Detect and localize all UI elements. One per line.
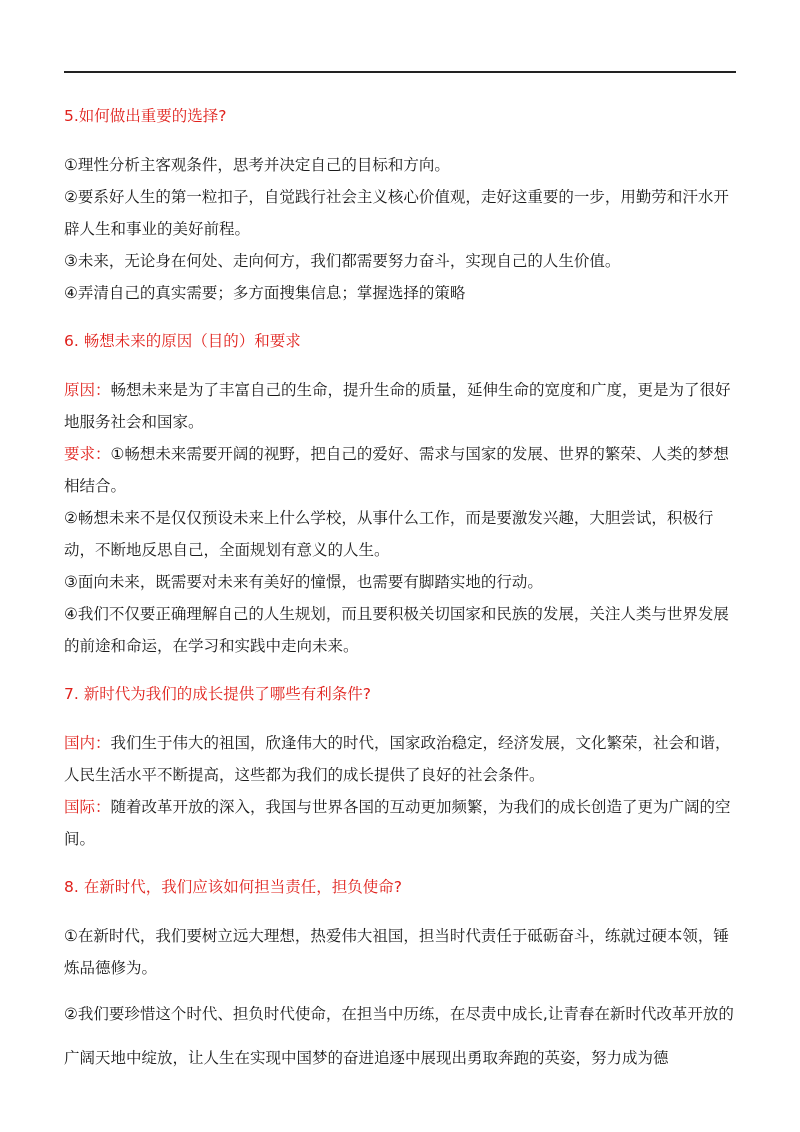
document-body [64, 104, 736, 1080]
requirement-text: ①畅想未来需要开阔的视野，把自己的爱好、需求与国家的发展、世界的繁荣、人类的梦想相结合。 [64, 445, 729, 495]
international-label: 国际： [64, 798, 111, 816]
section-5-item-2: ②要系好人生的第一粒扣子，自觉践行社会主义核心价值观，走好这重要的一步，用勤劳和汗水开辟人生和事业的美好前程。 [64, 188, 729, 238]
section-6-reason [64, 374, 736, 438]
section-6-item-3: ③面向未来，既需要对未来有美好的憧憬，也需要有脚踏实地的行动。 [64, 573, 543, 591]
section-7-heading: 7. 新时代为我们的成长提供了哪些有利条件? [64, 685, 371, 703]
section-7-international [64, 791, 736, 855]
section-6-item-4: ④我们不仅要正确理解自己的人生规划，而且要积极关切国家和民族的发展，关注人类与世界发展的前途和命运，在学习和实践中走向未来。 [64, 605, 729, 655]
section-5-heading: 5.如何做出重要的选择? [64, 107, 227, 125]
section-5-item-1: ①理性分析主客观条件，思考并决定自己的目标和方向。 [64, 156, 450, 174]
section-6-requirement [64, 438, 736, 502]
section-8-item-2: ②我们要珍惜这个时代、担负时代使命，在担当中历练，在尽责中成长,让青春在新时代改革开放的广阔天地中绽放，让人生在实现中国梦的奋进追逐中展现出勇取奔跑的英姿，努力成为德 [64, 1005, 734, 1067]
section-7-domestic [64, 727, 736, 791]
section-8-item-1: ①在新时代，我们要树立远大理想，热爱伟大祖国，担当时代责任于砥砺奋斗，练就过硬本领，锤炼品德修为。 [64, 927, 729, 977]
requirement-label: 要求： [64, 445, 111, 463]
section-6-item-2: ②畅想未来不是仅仅预设未来上什么学校，从事什么工作，而是要激发兴趣，大胆尝试，积极行动，不断地反思自己，全面规划有意义的人生。 [64, 509, 714, 559]
domestic-text: 我们生于伟大的祖国，欣逢伟大的时代，国家政治稳定，经济发展，文化繁荣，社会和谐，人民生活水平不断提高，这些都为我们的成长提供了良好的社会条件。 [64, 734, 731, 784]
header-rule [64, 71, 736, 73]
section-6-heading: 6. 畅想未来的原因（目的）和要求 [64, 332, 301, 350]
section-5-item-3: ③未来，无论身在何处、走向何方，我们都需要努力奋斗，实现自己的人生价值。 [64, 252, 621, 270]
domestic-label: 国内： [64, 734, 111, 752]
international-text: 随着改革开放的深入，我国与世界各国的互动更加频繁，为我们的成长创造了更为广阔的空间。 [64, 798, 731, 848]
section-5-item-4: ④弄清自己的真实需要；多方面搜集信息；掌握选择的策略 [64, 284, 466, 302]
reason-label: 原因： [64, 381, 111, 399]
section-8-heading: 8. 在新时代，我们应该如何担当责任，担负使命? [64, 878, 402, 896]
reason-text: 畅想未来是为了丰富自己的生命，提升生命的质量，延伸生命的宽度和广度，更是为了很好地服务社会和国家。 [64, 381, 731, 431]
